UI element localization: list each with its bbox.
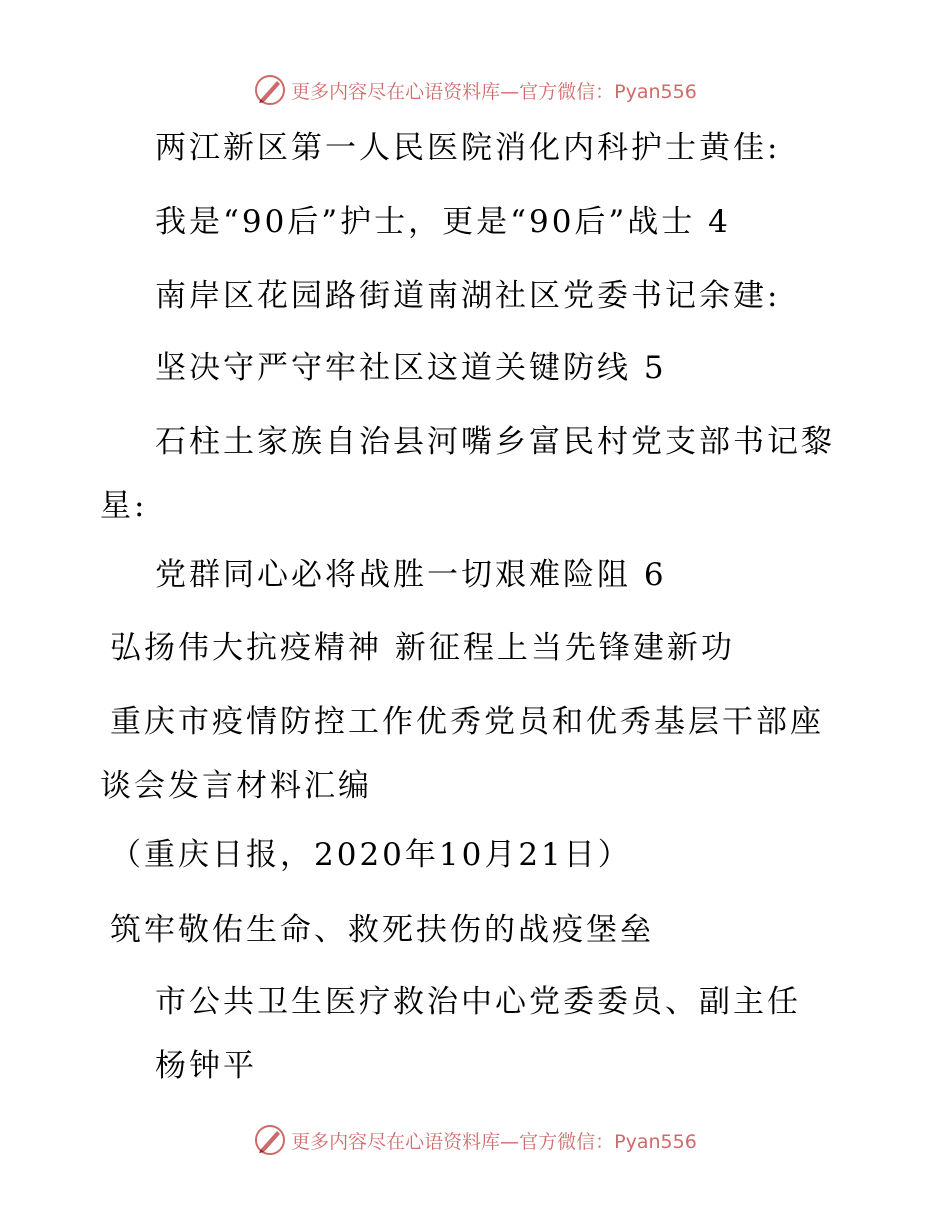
text-line-3: 南岸区花园路街道南湖社区党委书记余建: [155, 278, 781, 314]
header-watermark [0, 70, 950, 110]
text-line-2: 我是“90后”护士，更是“90后”战士 4 [155, 204, 731, 240]
footer-watermark [0, 1120, 950, 1160]
quill-logo-icon [253, 73, 287, 107]
article-title: 筑牢敬佑生命、救死扶伤的战疫堡垒 [110, 912, 654, 948]
quill-logo-icon [253, 1123, 287, 1157]
section-title: 弘扬伟大抗疫精神 新征程上当先锋建新功 [110, 630, 735, 666]
compilation-title: 重庆市疫情防控工作优秀党员和优秀基层干部座谈会发言材料汇编 [100, 704, 824, 804]
text-line-5: 石柱土家族自治县河嘴乡富民村党支部书记黎星: [100, 424, 835, 524]
text-line-4: 坚决守严守牢社区这道关键防线 5 [155, 350, 667, 386]
author-line: 市公共卫生医疗救治中心党委委员、副主任杨钟平 [155, 984, 801, 1084]
text-line-1: 两江新区第一人民医院消化内科护士黄佳: [155, 130, 781, 166]
watermark-text: 更多内容尽在心语资料库—官方微信：Pyan556 [291, 1130, 697, 1153]
source-note: （重庆日报，2020年10月21日） [110, 837, 632, 873]
text-line-6: 党群同心必将战胜一切艰难险阻 6 [155, 557, 667, 593]
watermark-text: 更多内容尽在心语资料库—官方微信：Pyan556 [291, 80, 697, 103]
